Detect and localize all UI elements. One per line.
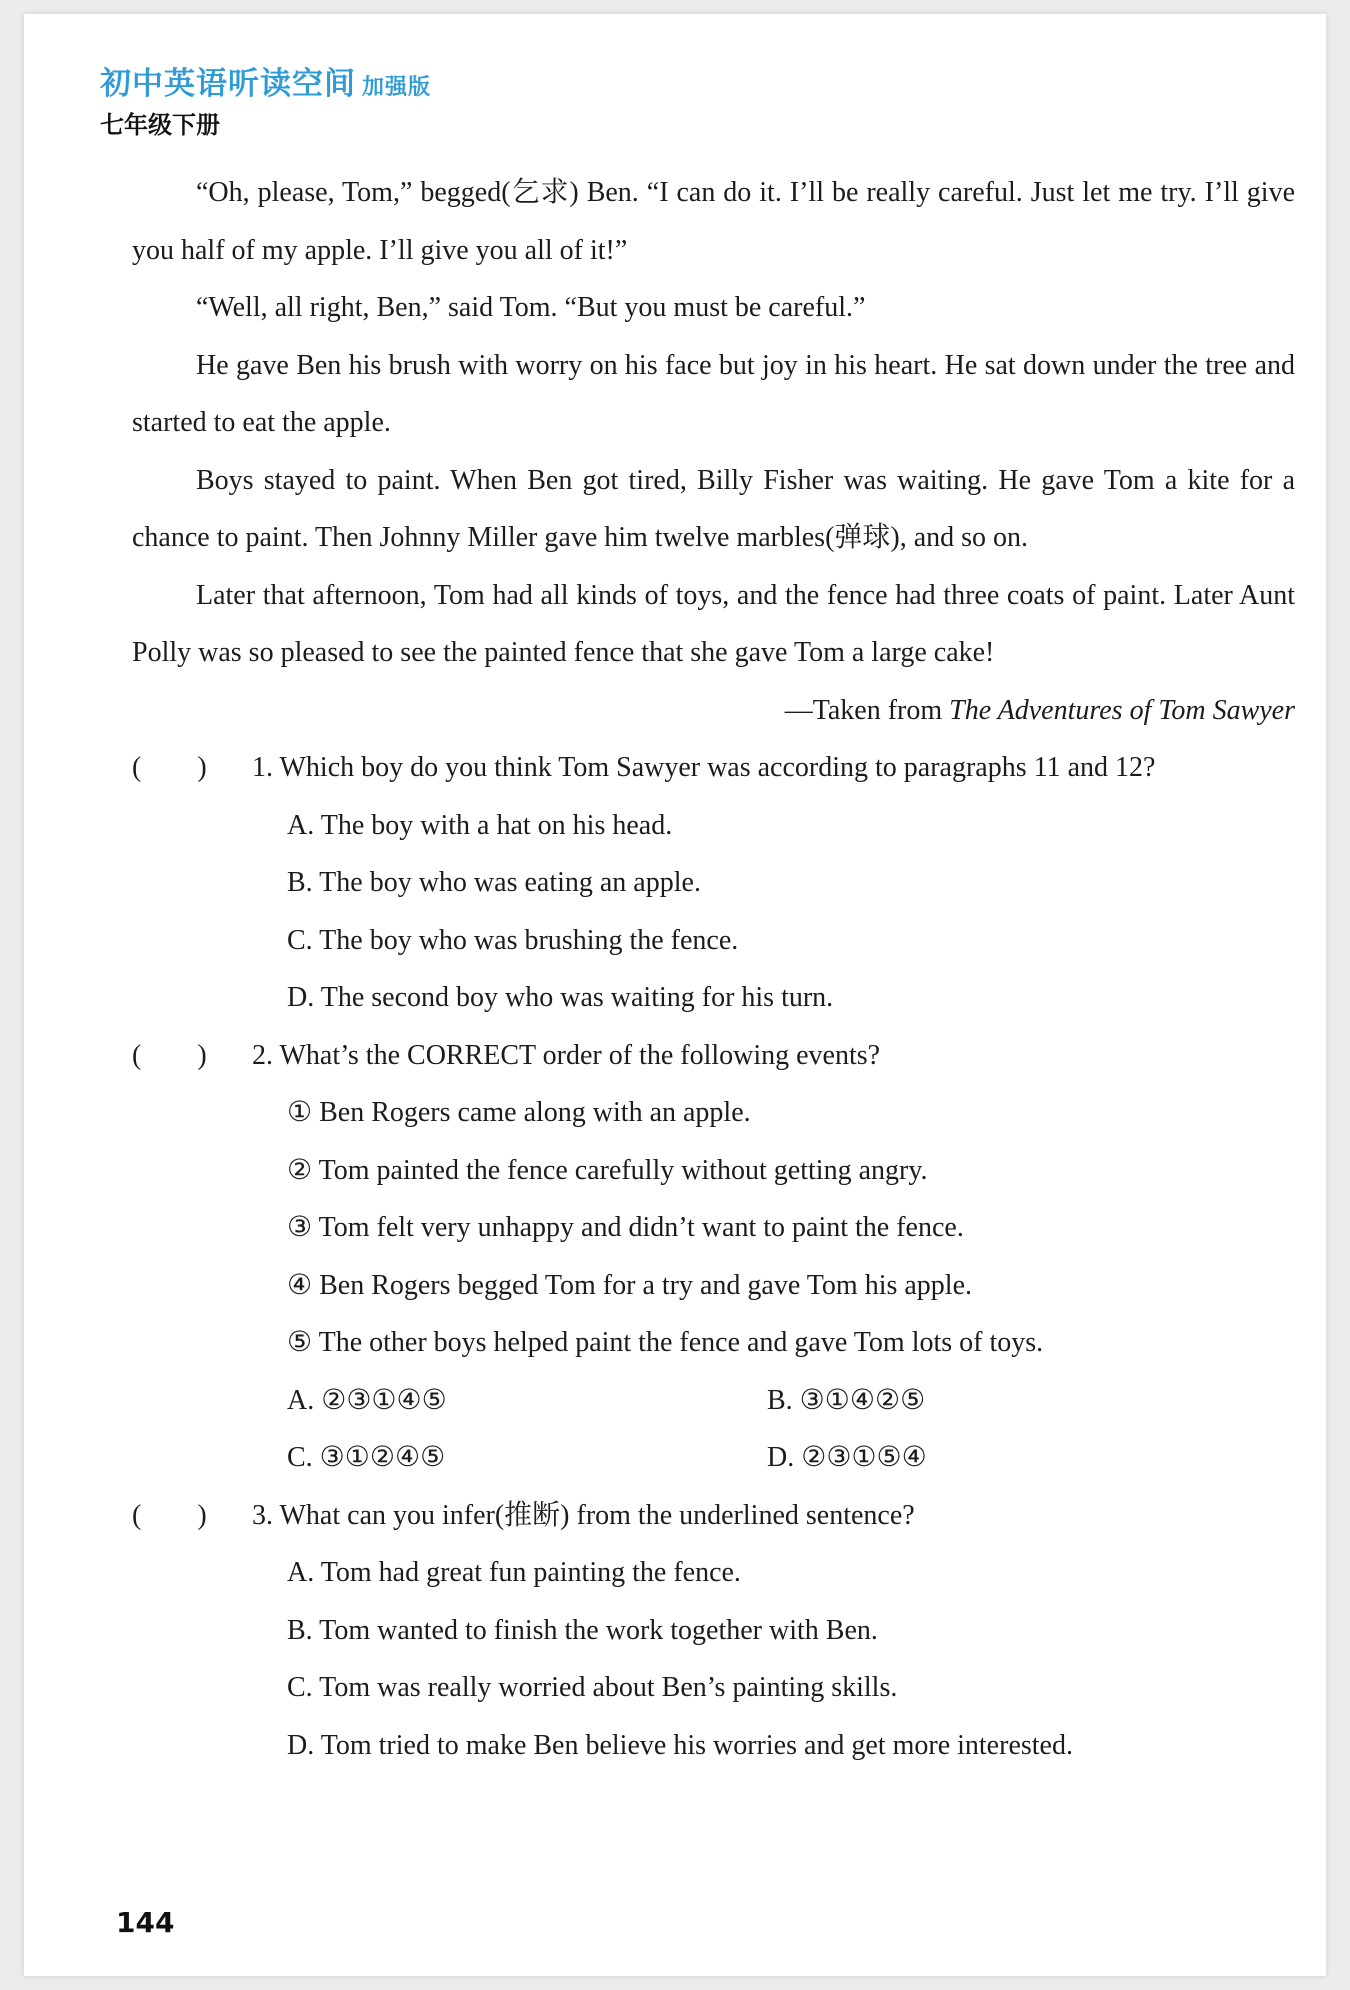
source-prefix: —Taken from [784, 694, 950, 726]
option: D. The second boy who was waiting for his turn. [287, 982, 834, 1013]
answer-blank[interactable]: ( ) [132, 1039, 207, 1071]
question-3 [132, 1487, 1295, 1545]
option: C. The boy who was brushing the fence. [287, 924, 739, 956]
passage-paragraph: Later that afternoon, Tom had all kinds of toys, and the fence had three coats of paint. Later Aunt Polly was so pleased to see the painted fence that she gave Tom a large cake! [132, 579, 1295, 668]
option: D. ②③①⑤④ [767, 1442, 927, 1473]
event-item: ② Tom painted the fence carefully without getting angry. [287, 1154, 928, 1186]
option-row [287, 1372, 1295, 1430]
passage-source [132, 682, 1295, 740]
passage-paragraph: “Oh, please, Tom,” begged(乞求) Ben. “I can do it. I’ll be really careful. Just let me try. I’ll give you half of my apple. I’ll give you all of it!” [132, 177, 1295, 266]
book-title [100, 58, 431, 103]
passage-paragraph: Boys stayed to paint. When Ben got tired, Billy Fisher was waiting. He gave Tom a kite for a chance to paint. Then Johnny Miller gave him twelve marbles(弹球), and so on. [132, 464, 1295, 553]
passage-paragraph: He gave Ben his brush with worry on his face but joy in his heart. He sat down under the tree and started to eat the apple. [132, 349, 1295, 438]
event-item: ⑤ The other boys helped paint the fence and gave Tom lots of toys. [287, 1327, 1044, 1358]
option: C. Tom was really worried about Ben’s painting skills. [287, 1672, 898, 1703]
book-subtitle: 加强版 [362, 75, 432, 100]
question-2 [132, 1027, 1295, 1085]
document-page [24, 14, 1326, 1976]
question-number: 1. [252, 752, 273, 783]
passage-paragraph: “Well, all right, Ben,” said Tom. “But you must be careful.” [196, 292, 866, 323]
option-row [287, 1429, 1295, 1487]
page-content [132, 164, 1295, 1774]
question-number: 2. [252, 1039, 273, 1071]
question-1 [132, 739, 1295, 797]
book-title-text: 初中英语听读空间 [100, 66, 356, 102]
option: A. Tom had great fun painting the fence. [287, 1557, 741, 1588]
question-stem: Which boy do you think Tom Sawyer was according to paragraphs 11 and 12? [279, 752, 1156, 783]
option: D. Tom tried to make Ben believe his worries and get more interested. [287, 1729, 1073, 1761]
source-title: The Adventures of Tom Sawyer [949, 694, 1295, 726]
question-stem: What’s the CORRECT order of the following events? [279, 1039, 881, 1071]
option: B. ③①④②⑤ [767, 1384, 926, 1416]
answer-blank[interactable]: ( ) [132, 752, 207, 783]
answer-blank[interactable]: ( ) [132, 1499, 207, 1531]
option: B. Tom wanted to finish the work together with Ben. [287, 1614, 878, 1646]
event-item: ③ Tom felt very unhappy and didn’t want to paint the fence. [287, 1212, 964, 1243]
grade-label: 七年级下册 [100, 111, 220, 139]
option: A. ②③①④⑤ [287, 1384, 447, 1416]
page-header [100, 58, 431, 140]
event-item: ④ Ben Rogers begged Tom for a try and gave Tom his apple. [287, 1269, 973, 1301]
page-number: 144 [116, 1906, 175, 1939]
question-stem: What can you infer(推断) from the underlined sentence? [279, 1499, 915, 1531]
question-number: 3. [252, 1499, 273, 1531]
option: C. ③①②④⑤ [287, 1442, 446, 1473]
option: A. The boy with a hat on his head. [287, 809, 673, 841]
event-item: ① Ben Rogers came along with an apple. [287, 1097, 751, 1128]
option: B. The boy who was eating an apple. [287, 867, 701, 898]
